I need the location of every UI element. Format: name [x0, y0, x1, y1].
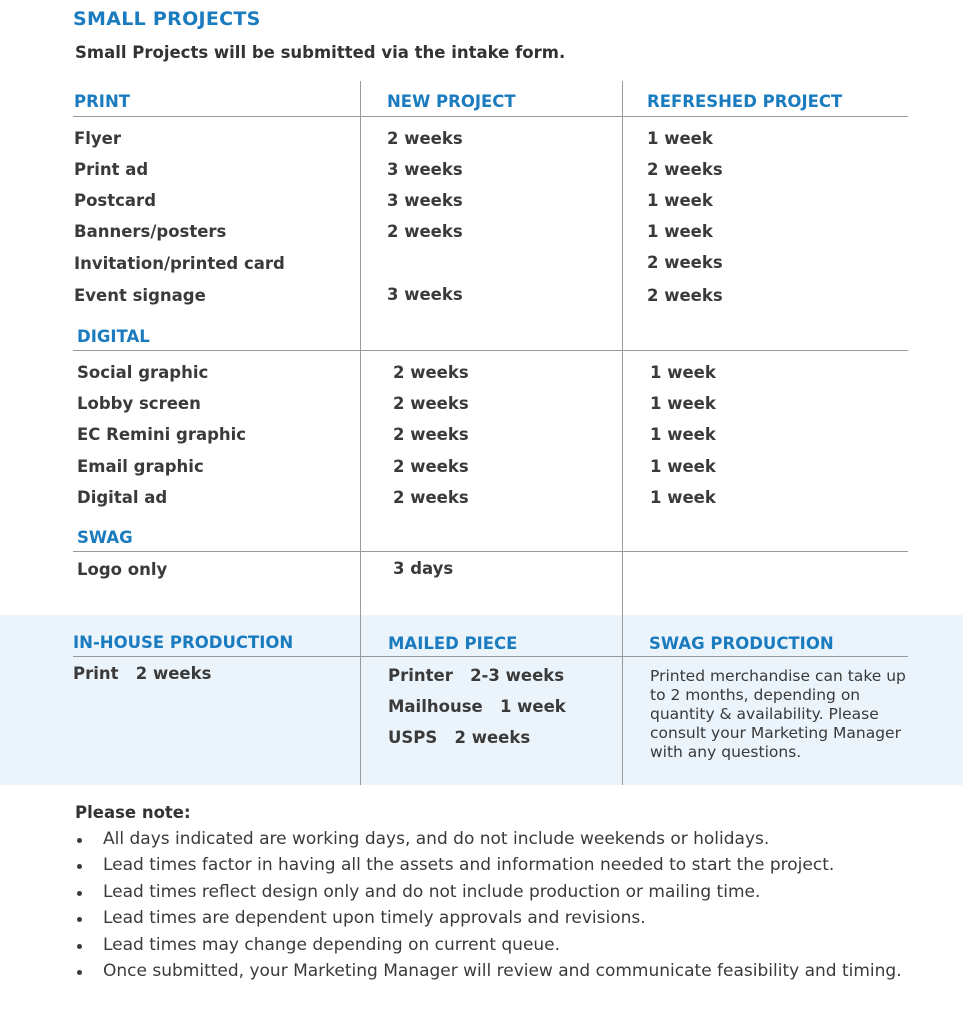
digital-header-rule — [73, 350, 908, 351]
table-row-new: 2 weeks — [393, 425, 469, 444]
section-header-digital: DIGITAL — [77, 327, 150, 346]
table-row-new: 2 weeks — [393, 488, 469, 507]
swag-production-text: Printed merchandise can take up to 2 months, depending on quantity & availability. Please consult your Marketing Manager with any questions. — [650, 667, 906, 761]
mailed-mailhouse-time: Mailhouse 1 week — [388, 697, 566, 716]
table-row-new: 2 weeks — [387, 222, 463, 241]
table-row-new: 3 weeks — [387, 191, 463, 210]
table-row-item: Email graphic — [77, 457, 204, 476]
table-row-item: Social graphic — [77, 363, 209, 382]
table-row-item: Invitation/printed card — [74, 254, 285, 273]
table-row-refreshed: 2 weeks — [647, 253, 723, 272]
note-item: Once submitted, your Marketing Manager will review and communicate feasibility and timing. — [103, 961, 902, 981]
note-item: Lead times may change depending on current queue. — [103, 935, 561, 955]
table-row-item: Print ad — [74, 160, 149, 179]
table-row-new: 2 weeks — [387, 129, 463, 148]
table-row-refreshed: 1 week — [647, 222, 713, 241]
table-row-refreshed: 2 weeks — [647, 286, 723, 305]
note-item: Lead times are dependent upon timely approvals and revisions. — [103, 908, 646, 928]
table-row-refreshed: 1 week — [650, 457, 716, 476]
bullet-icon — [77, 917, 82, 922]
notes-title: Please note: — [75, 803, 191, 822]
note-item: Lead times reflect design only and do not include production or mailing time. — [103, 882, 761, 902]
table-row-item: Digital ad — [77, 488, 168, 507]
table-row-refreshed: 1 week — [650, 425, 716, 444]
in-house-production-header: IN-HOUSE PRODUCTION — [73, 633, 294, 652]
print-header-rule — [73, 116, 908, 117]
table-row-refreshed: 1 week — [650, 488, 716, 507]
production-header-rule — [73, 656, 908, 657]
swag-header-rule — [73, 551, 908, 552]
table-row-refreshed: 1 week — [647, 191, 713, 210]
section-header-swag: SWAG — [77, 528, 133, 547]
table-row-item: Postcard — [74, 191, 157, 210]
table-row-new: 3 weeks — [387, 160, 463, 179]
table-row-item: EC Remini graphic — [77, 425, 247, 444]
table-row-item: Banners/posters — [74, 222, 227, 241]
table-row-new: 2 weeks — [393, 394, 469, 413]
table-row-new: 3 days — [393, 559, 454, 578]
table-row-new: 3 weeks — [387, 285, 463, 304]
page-subtitle: Small Projects will be submitted via the intake form. — [75, 43, 566, 62]
table-row-refreshed: 2 weeks — [647, 160, 723, 179]
mailed-printer-time: Printer 2-3 weeks — [388, 666, 565, 685]
bullet-icon — [77, 838, 82, 843]
page-title: SMALL PROJECTS — [73, 8, 261, 30]
table-row-refreshed: 1 week — [647, 129, 713, 148]
bullet-icon — [77, 944, 82, 949]
table-row-refreshed: 1 week — [650, 363, 716, 382]
column-header-refreshed-project: REFRESHED PROJECT — [647, 92, 843, 111]
bullet-icon — [77, 891, 82, 896]
mailed-piece-header: MAILED PIECE — [388, 634, 518, 653]
bullet-icon — [77, 864, 82, 869]
mailed-usps-time: USPS 2 weeks — [388, 728, 531, 747]
column-divider-2 — [622, 81, 623, 785]
section-header-print: PRINT — [74, 92, 131, 111]
column-header-new-project: NEW PROJECT — [387, 92, 516, 111]
swag-production-header: SWAG PRODUCTION — [649, 634, 834, 653]
in-house-print-time: Print 2 weeks — [73, 664, 212, 683]
table-row-refreshed: 1 week — [650, 394, 716, 413]
note-item: All days indicated are working days, and do not include weekends or holidays. — [103, 829, 770, 849]
column-divider-1 — [360, 81, 361, 785]
table-row-item: Lobby screen — [77, 394, 201, 413]
bullet-icon — [77, 970, 82, 975]
table-row-item: Event signage — [74, 286, 206, 305]
table-row-new: 2 weeks — [393, 457, 469, 476]
note-item: Lead times factor in having all the assets and information needed to start the project. — [103, 855, 835, 875]
table-row-item: Flyer — [74, 129, 122, 148]
table-row-item: Logo only — [77, 560, 168, 579]
table-row-new: 2 weeks — [393, 363, 469, 382]
